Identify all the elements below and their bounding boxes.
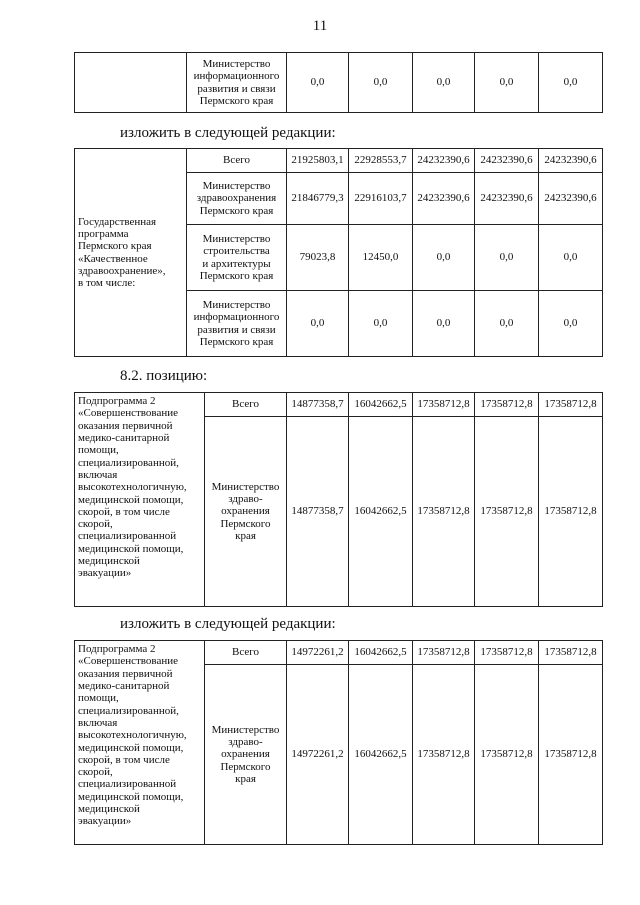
org-line: и архитектуры (202, 257, 271, 270)
value-cell: 24232390,6 (539, 149, 603, 173)
table-row (75, 53, 603, 113)
org-cell: Всего (205, 641, 287, 665)
value-cell: 16042662,5 (349, 665, 413, 845)
org-line: Министерство (202, 298, 271, 311)
program-name-line: программа (78, 227, 129, 240)
program-name-cell (75, 149, 187, 357)
subprogram-name-line: скорой, в том числе (78, 505, 170, 518)
org-line: Министерство (211, 723, 280, 736)
subprogram-name-line: высокотехнологичную, (78, 481, 187, 494)
org-line: развития и связи (197, 323, 276, 336)
org-cell (187, 291, 287, 357)
table-subprogram-old (74, 392, 603, 607)
value-cell: 12450,0 (349, 225, 413, 291)
table-row (75, 641, 603, 665)
subprogram-name-line: эвакуации» (78, 567, 132, 580)
org-cell (205, 665, 287, 845)
org-line: охранения (221, 748, 270, 761)
table-subprogram-new (74, 640, 603, 845)
value-cell: 21846779,3 (287, 173, 349, 225)
subprogram-name-line: Подпрограмма 2 (78, 643, 156, 655)
org-line: Пермского края (199, 335, 274, 348)
program-name-line: Государственная (78, 215, 157, 228)
value-cell: 17358712,8 (539, 665, 603, 845)
value-cell: 17358712,8 (413, 417, 475, 607)
org-cell: Всего (205, 393, 287, 417)
value-cell: 24232390,6 (413, 173, 475, 225)
org-line: Пермского (220, 760, 271, 773)
value-cell: 0,0 (539, 53, 603, 113)
value-cell: 17358712,8 (475, 641, 539, 665)
subprogram-name-line: включая (78, 716, 118, 729)
value-cell: 16042662,5 (349, 393, 413, 417)
value-cell: 16042662,5 (349, 417, 413, 607)
program-name-line: Пермского края (78, 240, 152, 253)
subprogram-name-line: Подпрограмма 2 (78, 395, 156, 407)
value-cell: 14972261,2 (287, 665, 349, 845)
subprogram-name-line: медицинской помощи, (78, 741, 184, 754)
program-name-line: здравоохранение», (78, 264, 166, 277)
value-cell: 21925803,1 (287, 149, 349, 173)
value-cell: 16042662,5 (349, 641, 413, 665)
subprogram-name-line: помощи, (78, 692, 119, 705)
subprogram-name-line: медицинской помощи, (78, 542, 184, 555)
subprogram-name-line: скорой, в том числе (78, 753, 170, 766)
value-cell: 0,0 (287, 53, 349, 113)
org-line: края (235, 772, 256, 785)
value-cell: 17358712,8 (539, 417, 603, 607)
value-cell: 24232390,6 (539, 173, 603, 225)
value-cell: 17358712,8 (475, 417, 539, 607)
org-cell (187, 225, 287, 291)
subprogram-name-line: эвакуации» (78, 815, 132, 828)
value-cell: 14877358,7 (287, 393, 349, 417)
subprogram-name-line: специализированной, (78, 456, 179, 469)
org-line: строительства (203, 245, 270, 258)
value-cell: 17358712,8 (539, 641, 603, 665)
program-name-line: в том числе: (78, 277, 136, 290)
subprogram-name-line: медицинской помощи, (78, 493, 184, 506)
table-state-program (74, 148, 603, 357)
org-line: края (235, 529, 256, 542)
org-line: Министерство (202, 180, 271, 193)
org-line: здравоохранения (196, 192, 277, 205)
value-cell: 0,0 (539, 225, 603, 291)
org-line: Пермского (220, 517, 271, 530)
instruction-text: изложить в следующей редакции: (120, 125, 336, 141)
program-name-line: «Качественное (78, 252, 148, 265)
value-cell: 0,0 (287, 291, 349, 357)
value-cell: 0,0 (413, 53, 475, 113)
value-cell: 17358712,8 (413, 641, 475, 665)
subprogram-name-line: «Совершенствование (78, 407, 178, 420)
org-line: Министерство (202, 57, 271, 70)
org-line: развития и связи (197, 82, 276, 95)
org-line: охранения (221, 505, 270, 518)
value-cell: 22928553,7 (349, 149, 413, 173)
value-cell: 24232390,6 (475, 149, 539, 173)
value-cell: 0,0 (475, 53, 539, 113)
section-heading: 8.2. позицию: (120, 368, 208, 384)
value-cell: 0,0 (349, 53, 413, 113)
value-cell: 0,0 (475, 225, 539, 291)
value-cell: 0,0 (349, 291, 413, 357)
org-line: информационного (193, 70, 280, 83)
subprogram-name-line: оказания первичной (78, 667, 173, 680)
subprogram-name-line: медицинской (78, 555, 140, 568)
subprogram-name-line: помощи, (78, 444, 119, 457)
subprogram-name-cell (75, 641, 205, 845)
subprogram-name-line: включая (78, 468, 118, 481)
subprogram-name-line: скорой, (78, 766, 113, 779)
value-cell: 0,0 (413, 291, 475, 357)
value-cell: 17358712,8 (413, 393, 475, 417)
table-row (75, 393, 603, 417)
subprogram-name-line: скорой, (78, 518, 113, 531)
subprogram-name-line: специализированной (78, 530, 177, 543)
org-cell (187, 173, 287, 225)
subprogram-name-line: «Совершенствование (78, 655, 178, 668)
value-cell: 17358712,8 (475, 393, 539, 417)
value-cell: 14877358,7 (287, 417, 349, 607)
org-line: Пермского края (199, 204, 274, 217)
subprogram-name-line: высокотехнологичную, (78, 729, 187, 742)
org-cell (187, 53, 287, 113)
org-line: информационного (193, 311, 280, 324)
value-cell: 0,0 (413, 225, 475, 291)
value-cell: 17358712,8 (413, 665, 475, 845)
subprogram-name-line: оказания первичной (78, 419, 173, 432)
org-line: Министерство (202, 232, 271, 245)
value-cell: 14972261,2 (287, 641, 349, 665)
instruction-text: изложить в следующей редакции: (120, 616, 336, 632)
subprogram-name-line: медицинской помощи, (78, 790, 184, 803)
subprogram-name-line: специализированной (78, 778, 177, 791)
subprogram-name-line: специализированной, (78, 704, 179, 717)
value-cell: 0,0 (475, 291, 539, 357)
org-line: здраво- (228, 736, 263, 749)
value-cell: 22916103,7 (349, 173, 413, 225)
org-line: Пермского края (199, 269, 274, 282)
table-continuation (74, 52, 603, 113)
value-cell: 79023,8 (287, 225, 349, 291)
value-cell: 0,0 (539, 291, 603, 357)
org-cell: Всего (187, 149, 287, 173)
value-cell: 24232390,6 (413, 149, 475, 173)
org-line: Министерство (211, 480, 280, 493)
value-cell: 17358712,8 (475, 665, 539, 845)
org-line: здраво- (228, 493, 263, 506)
subprogram-name-cell (75, 393, 205, 607)
table-row (75, 149, 603, 173)
subprogram-name-line: медицинской (78, 803, 140, 816)
subprogram-name-line: медико-санитарной (78, 431, 170, 444)
program-cell-empty (75, 53, 187, 113)
org-line: Пермского края (199, 94, 274, 107)
subprogram-name-line: медико-санитарной (78, 679, 170, 692)
value-cell: 24232390,6 (475, 173, 539, 225)
org-cell (205, 417, 287, 607)
value-cell: 17358712,8 (539, 393, 603, 417)
page-number: 11 (312, 18, 328, 34)
